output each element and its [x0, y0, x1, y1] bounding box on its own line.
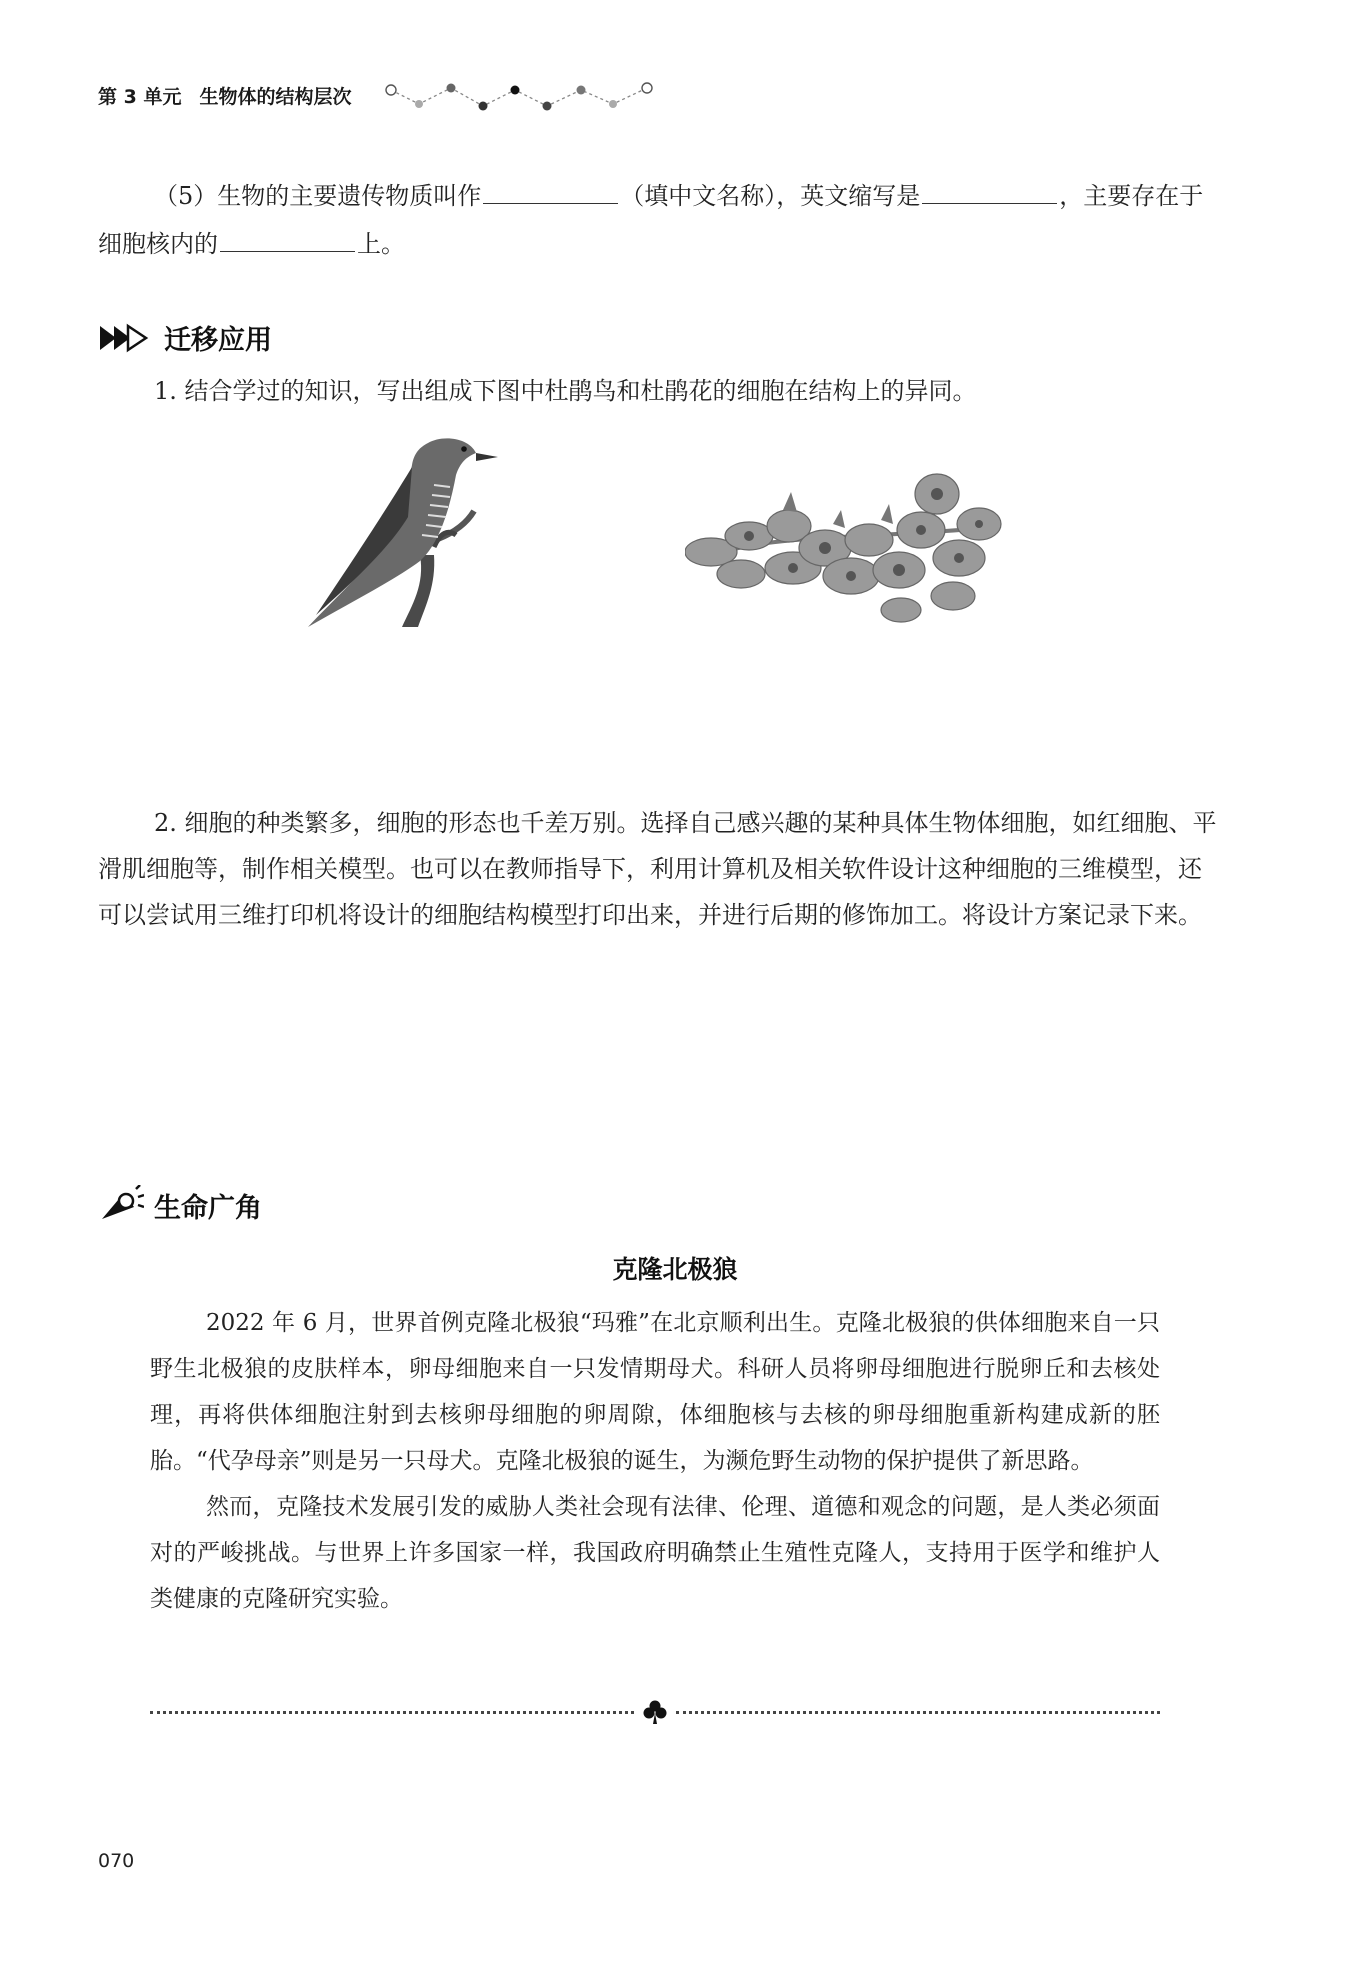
article-title: 克隆北极狼 [612, 1255, 738, 1284]
article-body [150, 1300, 1160, 1622]
page-header [98, 82, 351, 109]
header-decoration [385, 78, 675, 114]
megaphone-icon [98, 1185, 144, 1225]
section-transfer-title: 迁移应用 [164, 325, 272, 356]
article-paragraph-1: 2022 年 6 月，世界首例克隆北极狼“玛雅”在北京顺利出生。克隆北极狼的供体细胞来自一只野生北极狼的皮肤样本，卵母细胞来自一只发情期母犬。科研人员将卵母细胞进行脱卵丘和去核处理，再将供体细胞注射到去核卵母细胞的卵周隙，体细胞核与去核的卵母细胞重新构建成新的胚胎。“代孕母亲”则是另一只母犬。克隆北极狼的诞生，为濒危野生动物的保护提供了新思路。 [150, 1310, 1160, 1474]
question-2-text: 2. 细胞的种类繁多，细胞的形态也千差万别。选择自己感兴趣的某种具体生物体细胞，如红细胞、平滑肌细胞等，制作相关模型。也可以在教师指导下，利用计算机及相关软件设计这种细胞的三维模型，还可以尝试用三维打印机将设计的细胞结构模型打印出来，并进行后期的修饰加工。将设计方案记录下来。 [98, 809, 1217, 929]
q5-text-3: ，主要存在于细胞核内的 [98, 182, 1204, 258]
article-paragraph-2: 然而，克隆技术发展引发的威胁人类社会现有法律、伦理、道德和观念的问题，是人类必须面对的严峻挑战。与世界上许多国家一样，我国政府明确禁止生殖性克隆人，支持用于医学和维护人类健康的克隆研究实验。 [150, 1494, 1160, 1612]
section-life-corner-heading [98, 1185, 262, 1225]
question-5 [98, 172, 1218, 268]
section-life-corner-title: 生命广角 [154, 1192, 262, 1224]
question-1 [98, 368, 1218, 414]
azalea-flower-image [685, 470, 1005, 630]
cuckoo-bird-image [300, 435, 520, 630]
answer-blank-2[interactable] [922, 179, 1057, 204]
clover-icon [642, 1699, 668, 1725]
unit-title: 生物体的结构层次 [199, 86, 352, 108]
q5-text-2: （填中文名称），英文缩写是 [620, 182, 921, 210]
section-transfer-heading [98, 318, 272, 357]
page-number: 070 [98, 1850, 135, 1872]
fast-forward-icon [98, 322, 154, 354]
question-2 [98, 800, 1218, 938]
dotted-divider [150, 1700, 1160, 1724]
question-1-text: 1. 结合学过的知识，写出组成下图中杜鹃鸟和杜鹃花的细胞在结构上的异同。 [154, 377, 977, 405]
q5-text-4: 上。 [357, 230, 405, 258]
unit-label: 第 3 单元 [98, 86, 182, 108]
q5-text-1: （5）生物的主要遗传物质叫作 [154, 182, 482, 210]
answer-blank-3[interactable] [220, 227, 355, 252]
answer-blank-1[interactable] [483, 179, 618, 204]
